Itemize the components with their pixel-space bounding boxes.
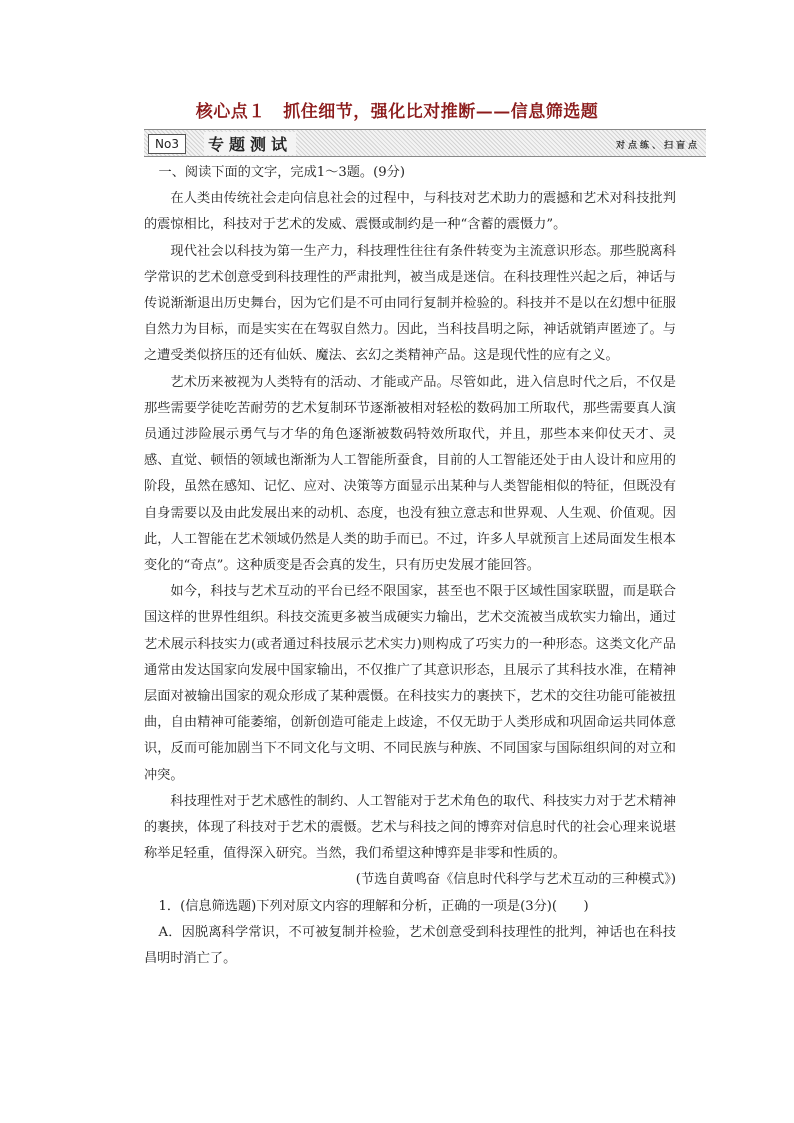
section-heading: 一、阅读下面的文字，完成1～3题。(9分) [158, 165, 405, 180]
paragraph-2: 现代社会以科技为第一生产力，科技理性往往有条件转变为主流意识形态。那些脱离科学常识的艺术创意受到科技理性的严肃批判，被当成是迷信。在科技理性兴起之后，神话与传说渐渐退出历史舞台，因为它们是不可由同行复制并检验的。科技并不是以在幻想中征服自然力为目标，而是实实在在驾驭自然力。因此，当科技昌明之际，神话就销声匿迹了。与之遭受类似挤压的还有仙妖、魔法、玄幻之类精神产品。这是现代性的应有之义。 [144, 243, 676, 364]
option-a: A．因脱离科学常识，不可被复制并检验，艺术创意受到科技理性的批判，神话也在科技昌明时消亡了。 [144, 924, 676, 967]
banner-tag: 对点练、扫盲点 [615, 141, 700, 151]
banner-number: No3 [148, 134, 186, 154]
question-1: 1．(信息筛选题)下列对原文内容的理解和分析，正确的一项是(3分)( ) [158, 898, 589, 914]
paragraph-1: 在人类由传统社会走向信息社会的过程中，与科技对艺术助力的震撼和艺术对科技批判的震惊相比，科技对于艺术的发威、震慑或制约是一种“含蓄的震慑力”。 [144, 191, 676, 233]
source-citation: (节选自黄鸣奋《信息时代科学与艺术互动的三种模式》) [355, 872, 676, 888]
paragraph-4: 如今，科技与艺术互动的平台已经不限国家，甚至也不限于区域性国家联盟，而是联合国这样的世界性组织。科技交流更多被当成硬实力输出，艺术交流被当成软实力输出，通过艺术展示科技实力(或者通过科技展示艺术实力)则构成了巧实力的一种形态。这类文化产品通常由发达国家向发展中国家输出，不仅推广了其意识形态，且展示了其科技水准，在精神层面对被输出国家的观众形成了某种震慑。在科技实力的裹挟下，艺术的交往功能可能被扭曲，自由精神可能萎缩，创新创造可能走上歧途，不仅无助于人类形成和巩固命运共同体意识，反而可能加剧当下不同文化与文明、不同民族与种族、不同国家与国际组织间的对立和冲突。 [144, 584, 676, 783]
banner-topic: 专题测试 [204, 132, 296, 155]
section-banner [144, 129, 706, 157]
page-title: 核心点１ 抓住细节，强化比对推断——信息筛选题 [195, 102, 599, 122]
paragraph-5: 科技理性对于艺术感性的制约、人工智能对于艺术角色的取代、科技实力对于艺术精神的裹挟，体现了科技对于艺术的震慑。艺术与科技之间的博弈对信息时代的社会心理来说堪称举足轻重，值得深入研究。当然，我们希望这种博弈是非零和性质的。 [144, 793, 676, 862]
article-body [144, 160, 676, 972]
paragraph-3: 艺术历来被视为人类特有的活动、才能或产品。尽管如此，进入信息时代之后，不仅是那些需要学徒吃苦耐劳的艺术复制环节逐渐被相对轻松的数码加工所取代，那些需要真人演员通过涉险展示勇气与才华的角色逐渐被数码特效所取代，并且，那些本来仰仗天才、灵感、直觉、顿悟的领域也渐渐为人工智能所蚕食，目前的人工智能还处于由人设计和应用的阶段，虽然在感知、记忆、应对、决策等方面显示出某种与人类智能相似的特征，但既没有自身需要以及由此发展出来的动机、态度，也没有独立意志和世界观、人生观、价值观。因此，人工智能在艺术领域仍然是人类的助手而已。不过，许多人早就预言上述局面发生根本变化的“奇点”。这种质变是否会真的发生，只有历史发展才能回答。 [144, 374, 676, 574]
